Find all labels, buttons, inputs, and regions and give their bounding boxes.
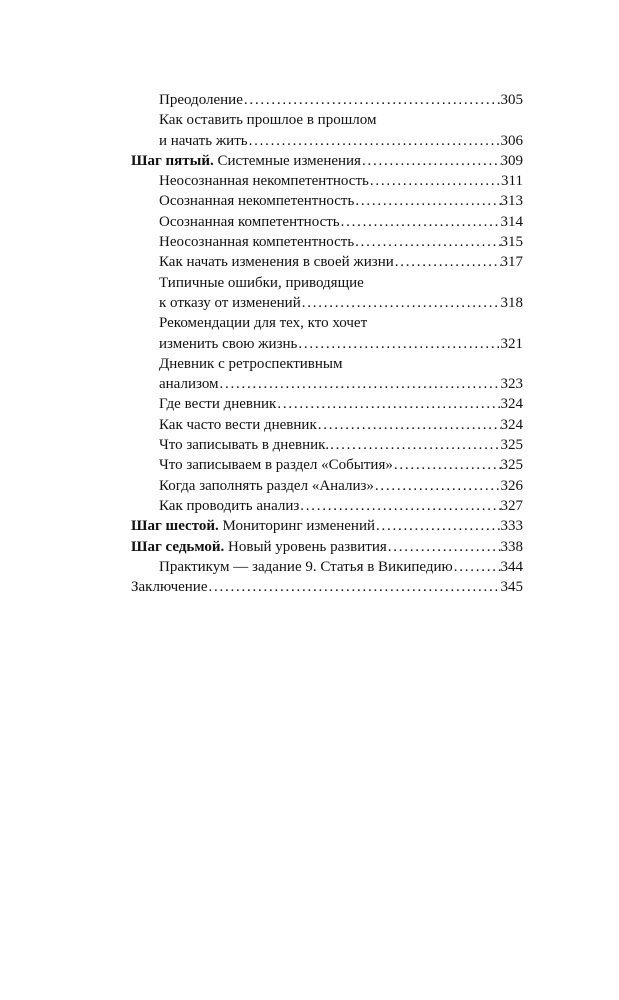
page-number: 305 [500,92,523,108]
page-number: 309 [500,152,523,169]
toc-entry-title [131,151,361,171]
toc-section-entry [131,151,523,171]
toc-line [159,435,523,455]
page-number: 323 [500,376,523,393]
toc-subsection-entry [131,354,523,395]
dot-leader [387,537,501,557]
toc-title-text: Преодоление [159,92,243,108]
toc-line [159,232,523,252]
dot-leader [329,435,500,455]
toc-entry-title [159,394,276,414]
toc-line [159,191,523,211]
toc-entry-title [159,171,369,191]
page-number: 324 [500,416,523,433]
dot-leader [248,131,501,151]
toc-entry-title [159,90,243,110]
toc-entry-title [131,577,208,597]
dot-leader [208,577,501,597]
toc-subsection-entry [131,394,523,414]
toc-line [159,273,523,293]
page-number: 345 [500,579,523,596]
toc-entry-title [159,334,297,354]
toc-title-text: Системные изменения [217,152,361,169]
toc-title-text: анализом [159,376,219,393]
toc-entry-title [159,354,342,374]
dot-leader [297,334,500,354]
toc-title-text: Как начать изменения в своей жизни [159,254,394,271]
toc-title-text: и начать жить [159,132,248,149]
toc-subsection-entry [131,313,523,354]
toc-line [159,293,523,313]
toc-entry-title [131,537,387,557]
toc-subsection-entry [131,273,523,314]
toc-entry-title [159,435,329,455]
toc-entry-title [159,110,376,130]
toc-entry-title [159,131,248,151]
toc-line [159,252,523,272]
page-number: 313 [500,193,523,210]
toc-line [159,374,523,394]
page-number: 325 [500,457,523,474]
toc-title-text: изменить свою жизнь [159,335,298,352]
dot-leader [299,496,500,516]
toc-entry-title [159,455,393,475]
toc-title-text: Как часто вести дневник [159,416,317,433]
toc-subsection-entry [131,435,523,455]
page-number: 321 [500,335,523,352]
toc-line [159,354,523,374]
dot-leader [354,232,500,252]
toc-entry-title [159,313,367,333]
toc-line [159,171,523,191]
toc-entry-title [159,273,364,293]
toc-line [159,313,523,333]
toc-entry-title [159,293,301,313]
dot-leader [354,191,500,211]
page-number: 314 [500,213,523,230]
toc-title-text: Что записывать в дневник. [159,437,330,454]
dot-leader [243,90,501,110]
toc-title-text: Когда заполнять раздел «Анализ» [159,477,374,494]
toc-entry-title [159,557,453,577]
toc-line [159,110,523,130]
toc-line [131,151,523,171]
dot-leader [374,476,501,496]
dot-leader [394,252,501,272]
toc-title-text: Что записываем в раздел «События» [159,457,393,474]
toc-entry-title [159,212,340,232]
toc-line [159,90,523,110]
dot-leader [340,212,501,232]
page-number: 318 [500,294,523,311]
toc-title-text: Как проводить анализ [159,497,300,514]
toc-section-entry [131,537,523,557]
toc-title-text: Рекомендации для тех, кто хочет [159,315,368,332]
toc-title-text: Практикум — задание 9. Статья в Википедию [159,558,453,575]
toc-title-text: Где вести дневник [159,396,277,413]
toc-line [159,455,523,475]
toc-line [131,516,523,536]
toc-subsection-entry [131,171,523,191]
dot-leader [361,151,501,171]
dot-leader [219,374,501,394]
page-number: 317 [500,254,523,271]
toc-title-text: Осознанная некомпетентность [159,193,355,210]
dot-leader [453,557,501,577]
toc-subsection-entry [131,90,523,110]
page-number: 325 [500,437,523,454]
toc-line [159,394,523,414]
dot-leader [301,293,501,313]
toc-entry-title [159,252,394,272]
toc-subsection-entry [131,476,523,496]
toc-entry-title [159,476,374,496]
toc-title-text: Дневник с ретроспективным [159,355,343,372]
page-number: 326 [500,477,523,494]
page-number: 324 [500,396,523,413]
toc-section-entry [131,577,523,597]
toc-line [159,496,523,516]
toc-entry-title [131,516,375,536]
page-number: 306 [500,132,523,149]
toc-subsection-entry [131,110,523,151]
toc-title-text: Новый уровень развития [228,538,387,555]
toc-line [159,415,523,435]
toc-title-text: к отказу от изменений [159,294,301,311]
toc-line [159,212,523,232]
toc-entry-title [159,374,219,394]
toc-title-text: Типичные ошибки, приводящие [159,274,364,291]
toc-line [159,557,523,577]
toc-line [159,131,523,151]
toc-subsection-entry [131,232,523,252]
toc-entry-title [159,191,354,211]
table-of-contents [131,90,523,597]
toc-title-text: Неосознанная компетентность [159,234,355,251]
toc-entry-title [159,496,299,516]
toc-subsection-entry [131,455,523,475]
page-number: 338 [500,538,523,555]
toc-entry-title [159,232,354,252]
page-number: 344 [500,558,523,575]
toc-step-label: Шаг седьмой. [131,538,225,555]
toc-step-label: Шаг шестой. [131,518,219,535]
dot-leader [369,171,501,191]
toc-subsection-entry [131,415,523,435]
toc-subsection-entry [131,212,523,232]
toc-line [131,577,523,597]
page-number: 333 [500,518,523,535]
toc-entry-title [159,415,317,435]
toc-subsection-entry [131,557,523,577]
page-number: 311 [501,173,523,190]
toc-title-text: Неосознанная некомпетентность [159,173,369,190]
toc-title-text: Мониторинг изменений [222,518,376,535]
toc-subsection-entry [131,191,523,211]
toc-section-entry [131,516,523,536]
toc-subsection-entry [131,496,523,516]
dot-leader [317,415,501,435]
dot-leader [276,394,500,414]
page-number: 315 [500,234,523,251]
page-number: 327 [500,497,523,514]
dot-leader [393,455,501,475]
toc-title-text: Как оставить прошлое в прошлом [159,112,377,129]
toc-title-text: Заключение [131,579,208,596]
toc-line [159,334,523,354]
toc-subsection-entry [131,252,523,272]
toc-line [159,476,523,496]
dot-leader [375,516,500,536]
toc-line [131,537,523,557]
toc-title-text: Осознанная компетентность [159,213,340,230]
toc-step-label: Шаг пятый. [131,152,214,169]
